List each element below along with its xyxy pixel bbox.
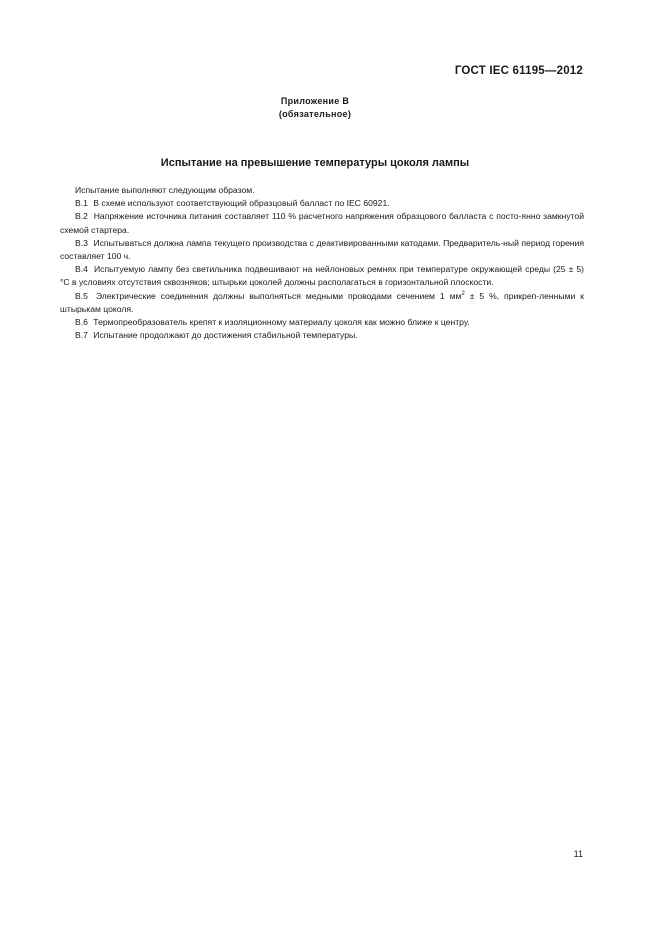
item-number: В.5: [75, 290, 88, 301]
standard-header: ГОСТ IEC 61195—2012: [454, 65, 583, 77]
item-text: В схеме используют соответствующий образцовый балласт по IEC 60921.: [93, 198, 390, 209]
item-paragraph: [60, 263, 584, 289]
item-text: Электрические соединения должны выполняться медными проводами сечением 1 мм: [95, 290, 462, 301]
item-paragraph: [60, 290, 584, 316]
item-number: В.2: [75, 211, 88, 222]
item-number: В.7: [75, 330, 88, 341]
body-text: [60, 184, 584, 342]
page-number: 11: [573, 849, 583, 859]
appendix-heading: [0, 95, 630, 121]
item-paragraph: [60, 237, 584, 263]
item-paragraph: [60, 329, 584, 342]
item-number: В.4: [75, 264, 88, 275]
item-number: В.6: [75, 317, 88, 328]
appendix-label: Приложение В: [280, 96, 350, 106]
item-text: ± 5 %, прикреп-ленными к штырькам цоколя.: [60, 290, 584, 314]
item-text: Испытываться должна лампа текущего производства с деактивированными катодами. Предваритель-ный период горения составляет 100 ч.: [60, 237, 585, 262]
item-paragraph: [60, 210, 584, 236]
section-title: Испытание на превышение температуры цоколя лампы: [160, 157, 470, 169]
item-paragraph: [60, 316, 584, 329]
appendix-status: (обязательное): [278, 109, 352, 119]
item-paragraph: [60, 197, 584, 210]
item-text: Термопреобразователь крепят к изоляционному материалу цоколя как можно ближе к центру.: [93, 317, 470, 328]
item-number: В.1: [75, 198, 88, 209]
item-text: Напряжение источника питания составляет 110 % расчетного напряжения образцового балласта с посто-янно замкнутой схемой стартера.: [60, 211, 585, 235]
item-number: В.3: [75, 237, 88, 248]
item-text: Испытуемую лампу без светильника подвешивают на нейлоновых ремнях при температуре окружающей среды (25 ± 5) °С в условиях отсутствия сквозняков; штырьки цоколей должны располагаться в горизонтальной плоскости.: [60, 264, 584, 288]
superscript: 2: [461, 290, 465, 297]
item-text: Испытание продолжают до достижения стабильной температуры.: [93, 330, 358, 341]
intro-paragraph: Испытание выполняют следующим образом.: [75, 185, 255, 195]
